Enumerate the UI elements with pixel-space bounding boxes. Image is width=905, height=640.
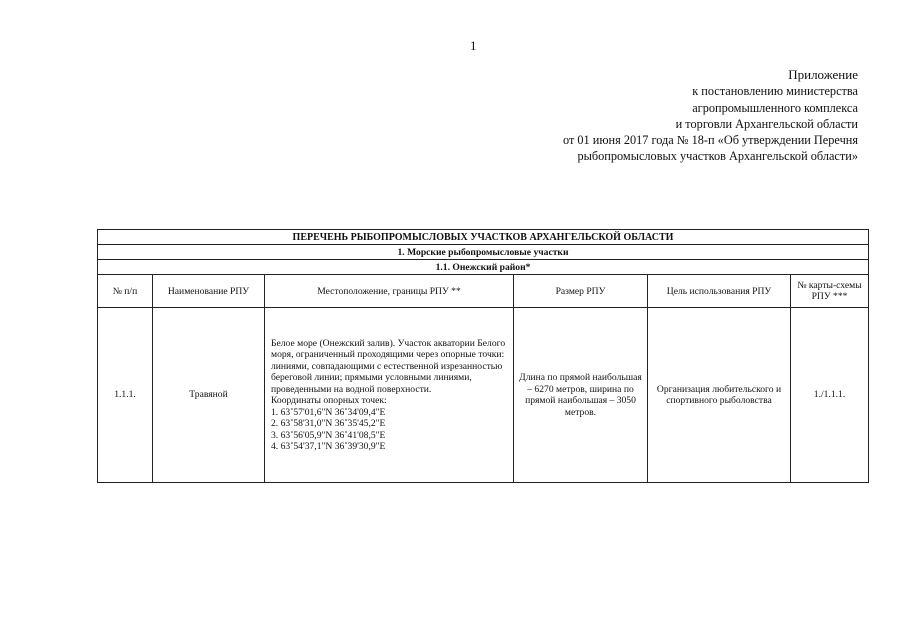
page-number: 1 xyxy=(470,38,477,53)
subsection-title: 1.1. Онежский район* xyxy=(98,260,869,275)
appendix-line: к постановлению министерства xyxy=(692,84,858,99)
coordinate-point: 1. 63˚57'01,6"N 36˚34'09,4"E xyxy=(271,406,386,418)
coordinate-point: 4. 63˚54'37,1"N 36˚39'30,9"E xyxy=(271,441,386,452)
appendix-line: рыбопромысловых участков Архангельской области» xyxy=(577,149,858,164)
table-title: ПЕРЕЧЕНЬ РЫБОПРОМЫСЛОВЫХ УЧАСТКОВ АРХАНГЕЛЬСКОЙ ОБЛАСТИ xyxy=(98,230,869,245)
cell-purpose: Организация любительского и спортивного рыболовства xyxy=(648,308,791,483)
table-header-row xyxy=(98,275,869,308)
column-header-purpose: Цель использования РПУ xyxy=(648,275,791,308)
rpu-table xyxy=(97,229,869,483)
column-header-map: № карты-схемы РПУ *** xyxy=(791,275,869,308)
cell-size: Длина по прямой наибольшая – 6270 метров, ширина по прямой наибольшая – 3050 метров. xyxy=(514,308,648,483)
column-header-number: № п/п xyxy=(98,275,153,308)
cell-map: 1./1.1.1. xyxy=(791,308,869,483)
appendix-title: Приложение xyxy=(788,67,858,82)
table-row xyxy=(98,308,869,483)
appendix-header xyxy=(563,67,858,165)
cell-number: 1.1.1. xyxy=(98,308,153,483)
coordinate-point: 3. 63˚56'05,9"N 36˚41'08,5"E xyxy=(271,429,386,441)
coordinates-label: Координаты опорных точек: xyxy=(271,395,387,406)
appendix-line: агропромышленного комплекса xyxy=(692,100,858,115)
coordinate-point: 2. 63˚58'31,0"N 36˚35'45,2"E xyxy=(271,418,386,429)
section-title: 1. Морские рыбопромысловые участки xyxy=(98,245,869,260)
appendix-line: от 01 июня 2017 года № 18-п «Об утверждении Перечня xyxy=(562,133,858,148)
appendix-line: и торговли Архангельской области xyxy=(675,116,858,131)
location-description: Белое море (Онежский залив). Участок акватории Белого моря, ограниченный проходящими через опорные точки: линиями, совпадающими с естественной изрезанностью береговой линии; прямыми условными линиями, проведенными на водной поверхности. xyxy=(271,337,506,395)
column-header-location: Местоположение, границы РПУ ** xyxy=(265,275,514,308)
cell-location xyxy=(265,308,514,483)
column-header-name: Наименование РПУ xyxy=(153,275,265,308)
cell-name: Травяной xyxy=(153,308,265,483)
column-header-size: Размер РПУ xyxy=(514,275,648,308)
